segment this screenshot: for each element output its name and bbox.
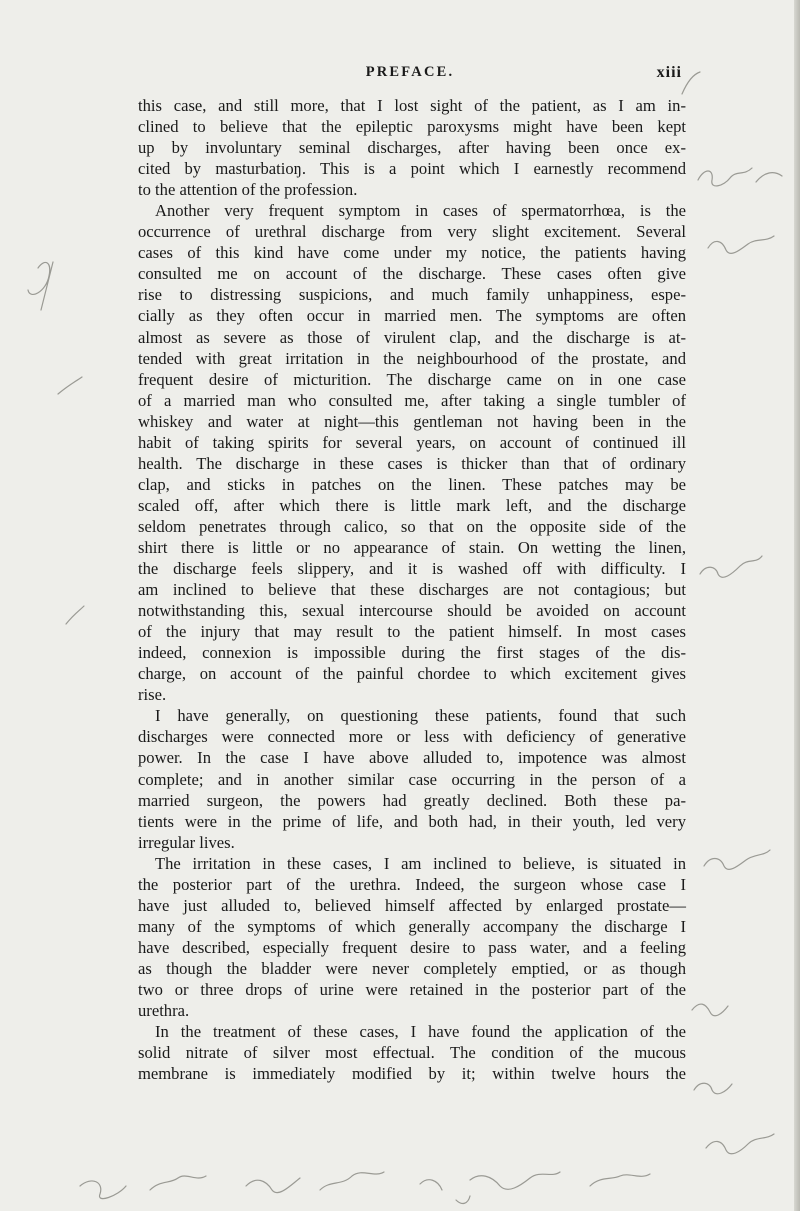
text-line: cially as they often occur in married men. The symptoms are often [138, 306, 686, 326]
text-line: consulted me on account of the discharge. These cases often give [138, 264, 686, 284]
margin-scribble [692, 1004, 728, 1016]
text-line: I have generally, on questioning these patients, found that such [155, 706, 686, 726]
text-line: occurrence of urethral discharge from very slight excitement. Several [138, 222, 686, 242]
text-line: whiskey and water at night—this gentleman not having been in the [138, 411, 686, 431]
margin-scribble [706, 1134, 774, 1154]
text-line: two or three drops of urine were retained in the posterior part of the [138, 979, 686, 999]
text-line: health. The discharge in these cases is thicker than that of ordinary [138, 453, 686, 473]
text-line: complete; and in another similar case occurring in the person of a [138, 769, 686, 789]
text-line: to the attention of the profession. [138, 180, 358, 200]
margin-scribble [704, 850, 770, 869]
text-line: of the injury that may result to the patient himself. In most cases [138, 622, 686, 642]
text-line: tients were in the prime of life, and both had, in their youth, led very [138, 811, 686, 831]
text-line: clined to believe that the epileptic paroxysms might have been kept [138, 117, 686, 137]
margin-scribble [698, 168, 782, 186]
text-line: the discharge feels slippery, and it is washed off with difficulty. I [138, 559, 686, 579]
text-line: The irritation in these cases, I am inclined to believe, is situated in [155, 853, 686, 873]
text-line: notwithstanding this, sexual intercourse should be avoided on account [138, 601, 686, 621]
text-line: scaled off, after which there is little mark left, and the discharge [138, 495, 686, 515]
text-line: urethra. [138, 1001, 190, 1021]
running-head: PREFACE. [365, 64, 455, 80]
text-line: power. In the case I have above alluded to, impotence was almost [138, 748, 686, 768]
text-line: seldom penetrates through calico, so that on the opposite side of the [138, 516, 686, 536]
text-line: Another very frequent symptom in cases of spermatorrhœa, is the [155, 201, 686, 221]
text-line: this case, and still more, that I lost sight of the patient, as I am in- [138, 96, 686, 115]
text-line: married surgeon, the powers had greatly declined. Both these pa- [138, 790, 686, 810]
text-line: habit of taking spirits for several years, on account of continued ill [138, 432, 686, 452]
text-line: have described, especially frequent desire to pass water, and a feeling [138, 937, 686, 957]
margin-pencil-mark [66, 606, 84, 624]
text-line: In the treatment of these cases, I have found the application of the [155, 1022, 686, 1042]
text-line: tended with great irritation in the neighbourhood of the prostate, and [138, 348, 686, 368]
page-number: xiii [656, 64, 682, 81]
bottom-scribble [80, 1172, 650, 1199]
text-line: rise to distressing suspicions, and much family unhappiness, espe- [138, 285, 686, 305]
margin-pencil-mark [28, 262, 53, 310]
text-line: indeed, connexion is impossible during the first stages of the dis- [138, 643, 686, 663]
text-line: the posterior part of the urethra. Indeed, the surgeon whose case I [138, 874, 686, 894]
margin-scribble [694, 1083, 732, 1094]
text-line: up by involuntary seminal discharges, after having been once ex- [138, 138, 686, 158]
text-line: have just alluded to, believed himself affected by enlarged prostate— [138, 895, 686, 915]
text-line: of a married man who consulted me, after taking a single tumbler of [138, 390, 686, 410]
text-line: cited by masturbatioŋ. This is a point which I earnestly recommend [138, 159, 686, 179]
margin-scribble [700, 556, 762, 577]
text-line: irregular lives. [138, 832, 235, 852]
text-line: charge, on account of the painful chordee to which excitement gives [138, 664, 686, 684]
text-line: shirt there is little or no appearance of stain. On wetting the linen, [138, 537, 686, 557]
margin-pencil-mark [58, 377, 82, 394]
text-line: as though the bladder were never completely emptied, or as though [138, 958, 686, 978]
margin-pencil-mark [682, 72, 700, 94]
text-line: discharges were connected more or less with deficiency of generative [138, 727, 686, 747]
text-line: cases of this kind have come under my notice, the patients having [138, 243, 686, 263]
text-line: membrane is immediately modified by it; within twelve hours the [138, 1064, 686, 1084]
text-line: frequent desire of micturition. The discharge came on in one case [138, 369, 686, 389]
text-line: clap, and sticks in patches on the linen. These patches may be [138, 474, 686, 494]
text-line: rise. [138, 685, 167, 705]
text-line: almost as severe as those of virulent clap, and the discharge is at- [138, 327, 686, 347]
text-line: many of the symptoms of which generally accompany the discharge I [138, 916, 686, 936]
bottom-scribble [456, 1196, 470, 1203]
text-line: am inclined to believe that these discharges are not contagious; but [138, 580, 686, 600]
text-line: solid nitrate of silver most effectual. The condition of the mucous [138, 1043, 686, 1063]
margin-scribble [708, 236, 774, 253]
